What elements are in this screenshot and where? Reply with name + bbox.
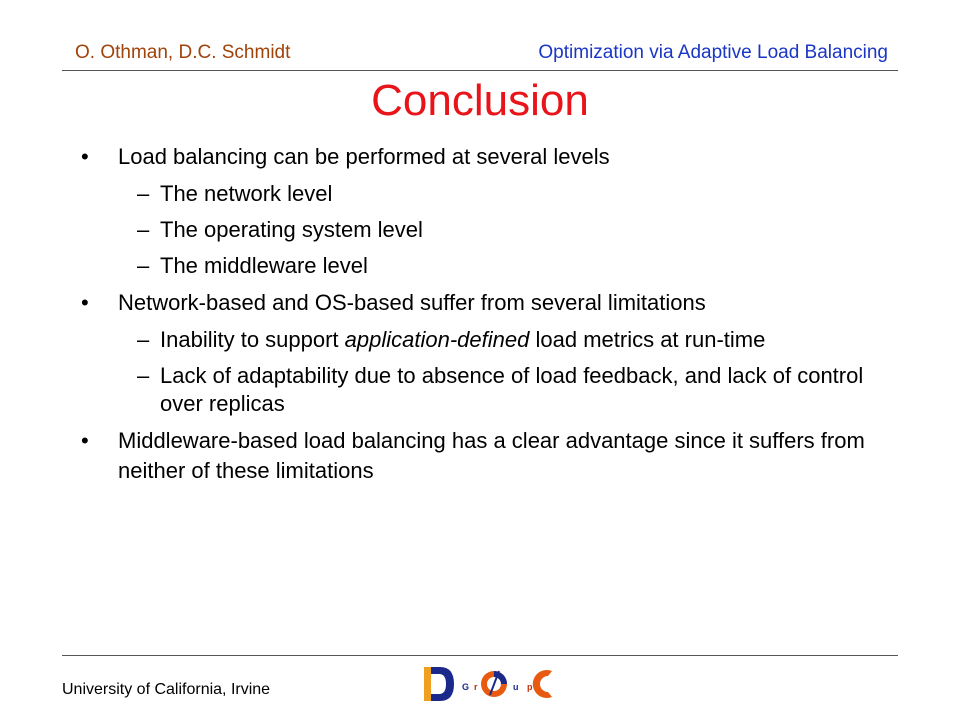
svg-text:u: u (513, 682, 519, 692)
sub-bullet-text-emphasis: application-defined (344, 327, 530, 352)
sub-bullet-text-pre: Inability to support (160, 327, 345, 352)
bullet-text: Network-based and OS-based suffer from several limitations (118, 290, 706, 315)
footer-institution: University of California, Irvine (62, 681, 271, 698)
bullet-text: Load balancing can be performed at several levels (118, 144, 610, 169)
dash-icon: – (137, 363, 150, 388)
sub-bullet-text: Lack of adaptability due to absence of load feedback, and lack of control over replicas (160, 363, 864, 416)
bullet-levels (78, 142, 878, 172)
header-authors: O. Othman, D.C. Schmidt (75, 42, 291, 63)
doc-group-logo (420, 661, 556, 707)
bullet-dot-icon: • (81, 144, 89, 169)
sub-bullet-text-post: load metrics at run-time (529, 327, 766, 352)
logo-d-icon (424, 667, 454, 701)
dash-icon: – (137, 181, 150, 206)
bullet-text: Middleware-based load balancing has a clear advantage since it suffers from neither of these limitations (118, 428, 865, 483)
sub-bullet-network (78, 180, 878, 208)
bullet-dot-icon: • (81, 428, 89, 453)
svg-text:p: p (527, 682, 533, 692)
footer-divider (62, 655, 898, 656)
logo-o-icon (481, 671, 507, 697)
header-divider (62, 70, 898, 71)
sub-bullet-metrics (78, 326, 878, 354)
sub-bullet-os (78, 216, 878, 244)
bullet-limitations (78, 288, 878, 318)
slide-title: Conclusion (371, 76, 589, 125)
sub-bullet-middleware (78, 252, 878, 280)
svg-text:r: r (474, 682, 478, 692)
sub-bullet-text: The network level (160, 181, 333, 206)
dash-icon: – (137, 327, 150, 352)
dash-icon: – (137, 217, 150, 242)
sub-bullet-text: The operating system level (160, 217, 423, 242)
sub-bullet-adaptability (78, 362, 878, 418)
bullet-middleware-advantage (78, 426, 878, 486)
header-talk-title: Optimization via Adaptive Load Balancing (538, 42, 888, 63)
svg-text:G: G (462, 682, 470, 692)
logo-c-icon (533, 670, 552, 698)
slide-body (78, 142, 878, 494)
bullet-dot-icon: • (81, 290, 89, 315)
dash-icon: – (137, 253, 150, 278)
sub-bullet-text: The middleware level (160, 253, 368, 278)
